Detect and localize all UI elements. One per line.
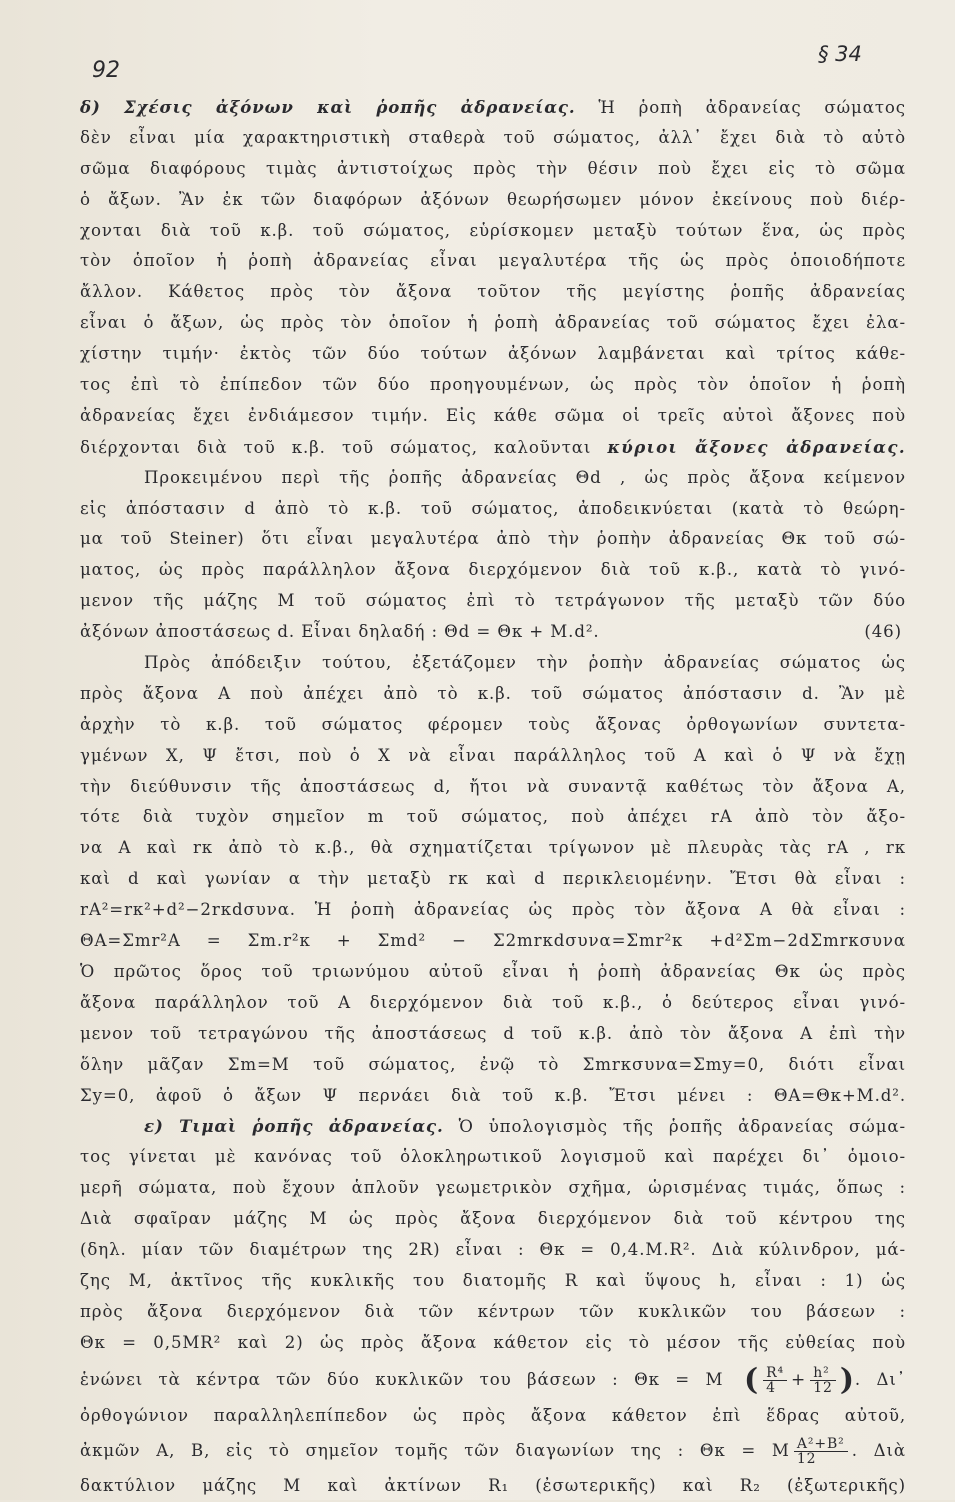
equation-line: ἀξόνων ἀποστάσεως d. Εἶναι δηλαδή : Θd = Θκ + M.d². (46): [80, 617, 906, 648]
text-line: τὸν ὁποῖον ἡ ῥοπὴ ἀδρανείας εἶναι μεγαλυτέρα τῆς ὡς πρὸς ὁποιοδήποτε: [80, 251, 906, 271]
text-line: ἀδρανείας ἔχει ἐνδιάμεσον τιμήν. Εἰς κάθε σῶμα οἱ τρεῖς αὐτοὶ ἄξονες ποὺ: [80, 405, 906, 425]
key-term: κύριοι ἄξονες ἀδρανείας.: [607, 436, 906, 457]
equation-line: rA²=rκ²+d²−2rκdσυνα. Ἡ ῥοπὴ ἀδρανείας ὡς πρὸς τὸν ἄξονα Α θὰ εἶναι :: [80, 900, 906, 920]
text-line: ὀρθογώνιον παραλληλεπίπεδον ὡς πρὸς ἄξονα κάθετον ἐπὶ ἕδρας αὐτοῦ,: [80, 1405, 906, 1425]
equation-number: (46): [864, 622, 902, 642]
text-line: πρὸς ἄξονα Α ποὺ ἀπέχει ἀπὸ τὸ κ.β. τοῦ σώματος ἀπόστασιν d. Ἂν μὲ: [80, 683, 906, 703]
text-line: Σy=0, ἀφοῦ ὁ ἄξων Ψ περνάει διὰ τοῦ κ.β. Ἔτσι μένει : ΘA=Θκ+M.d².: [80, 1085, 906, 1105]
text-line: εἶναι ὁ ἄξων, ὡς πρὸς τὸν ὁποῖον ἡ ῥοπὴ ἀδρανείας τοῦ σώματος ἔχει ἐλα-: [80, 313, 906, 333]
text-line: δὲν εἶναι μία χαρακτηριστικὴ σταθερὰ τοῦ σώματος, ἀλλ᾽ ἔχει διὰ τὸ αὐτὸ: [80, 127, 906, 147]
text-line: δ) Σχέσις ἀξόνων καὶ ῥοπῆς ἀδρανείας. Ἡ ῥοπὴ ἀδρανείας σώματος: [80, 97, 906, 117]
text-line: σῶμα διαφόρους τιμὰς ἀντιστοίχως πρὸς τὴν θέσιν ποὺ ἔχει εἰς τὸ σῶμα: [80, 158, 906, 178]
text-line: ζης Μ, ἀκτῖνος τῆς κυκλικῆς του διατομῆς R καὶ ὕψους h, εἶναι : 1) ὡς: [80, 1270, 906, 1290]
page-body: [80, 92, 906, 1502]
page-number: 92: [92, 58, 120, 83]
subsection-heading: ε) Τιμαὶ ῥοπῆς ἀδρανείας.: [144, 1116, 444, 1137]
equation-line: ἑνώνει τὰ κέντρα τῶν δύο κυκλικῶν του βάσεων : Θκ = M ( $\frac{\text{R⁴}}{4}$ + $\frac{\text{h²}}{12}$ ). Δι᾽: [80, 1362, 906, 1398]
text-line: πρὸς ἄξονα διερχόμενον διὰ τῶν κέντρων τῶν κυκλικῶν του βάσεων :: [80, 1301, 906, 1321]
text-line: ὅλην μᾶζαν Σm=M τοῦ σώματος, ἐνῷ τὸ Σmrκσυνα=Σmy=0, διότι εἶναι: [80, 1054, 906, 1074]
section-number: § 34: [818, 42, 862, 66]
text-line: καὶ d καὶ γωνίαν α τὴν μεταξὺ rκ καὶ d περικλειομένην. Ἔτσι θὰ εἶναι :: [80, 869, 906, 889]
text-line: ἄξονα παράλληλον τοῦ Α διερχόμενον διὰ τοῦ κ.β., ὁ δεύτερος εἶναι γινό-: [80, 992, 906, 1012]
fraction: $\frac{\text{A²+B²}}{12}$: [794, 1437, 848, 1466]
fraction: $\frac{\text{h²}}{12}$: [810, 1366, 836, 1395]
fraction: $\frac{\text{R⁴}}{4}$: [763, 1366, 787, 1395]
text-line: τὴν διεύθυνσιν τῆς ἀποστάσεως d, ἤτοι νὰ συναντᾷ καθέτως τὸν ἄξονα Α,: [80, 776, 906, 796]
text-line: να Α καὶ rκ ἀπὸ τὸ κ.β., θὰ σχηματίζεται τρίγωνον μὲ πλευρὰς τὰς rA , rκ: [80, 838, 906, 858]
equation-line: ΘA=Σmr²A = Σm.r²κ + Σmd² − Σ2mrκdσυνα=Σmr²κ +d²Σm−2dΣmrκσυνα: [80, 931, 906, 951]
text-line: μενον τῆς μάζης Μ τοῦ σώματος ἐπὶ τὸ τετράγωνον τῆς μεταξὺ τῶν δύο: [80, 591, 906, 611]
text-line: Θκ = 0,5MR² καὶ 2) ὡς πρὸς ἄξονα κάθετον εἰς τὸ μέσον τῆς εὐθείας ποὺ: [80, 1332, 906, 1352]
text-line: τος ἐπὶ τὸ ἐπίπεδον τῶν δύο προηγουμένων, ὡς πρὸς τὸν ὁποῖον ἡ ῥοπὴ: [80, 375, 906, 395]
text-line: Διὰ σφαῖραν μάζης Μ ὡς πρὸς ἄξονα διερχόμενον διὰ τοῦ κέντρου της: [80, 1209, 906, 1229]
text-line: τότε διὰ τυχὸν σημεῖον m τοῦ σώματος, ποὺ ἀπέχει rA ἀπὸ τὸν ἄξο-: [80, 807, 906, 827]
text-line: Πρὸς ἀπόδειξιν τούτου, ἐξετάζομεν τὴν ῥοπὴν ἀδρανείας σώματος ὡς: [144, 653, 906, 673]
text-line: μενον τοῦ τετραγώνου τῆς ἀποστάσεως d τοῦ κ.β. ἀπὸ τὸν ἄξονα Α ἐπὶ τὴν: [80, 1023, 906, 1043]
text-line: χίστην τιμήν· ἐκτὸς τῶν δύο τούτων ἀξόνων λαμβάνεται καὶ τρίτος κάθε-: [80, 344, 906, 364]
subsection-heading: δ) Σχέσις ἀξόνων καὶ ῥοπῆς ἀδρανείας.: [80, 97, 576, 117]
text-line: Ὁ πρῶτος ὅρος τοῦ τριωνύμου αὐτοῦ εἶναι ἡ ῥοπὴ ἀδρανείας Θκ ὡς πρὸς: [80, 961, 906, 981]
text-line: εἰς ἀπόστασιν d ἀπὸ τὸ κ.β. τοῦ σώματος, ἀποδεικνύεται (κατὰ τὸ θεώρη-: [80, 498, 906, 518]
text-line: τος γίνεται μὲ κανόνας τοῦ ὁλοκληρωτικοῦ λογισμοῦ καὶ παρέχει δι᾽ ὁμοιο-: [80, 1147, 906, 1167]
text-line: ὁ ἄξων. Ἂν ἐκ τῶν διαφόρων ἀξόνων θεωρήσωμεν μόνον ἐκείνους ποὺ διέρ-: [80, 189, 906, 209]
equation-line: ἀκμῶν Α, Β, εἰς τὸ σημεῖον τομῆς τῶν διαγωνίων της : Θκ = M $\frac{\text{A²+B²}}{12}$ . Διὰ: [80, 1436, 907, 1468]
text-line: δακτύλιον μάζης Μ καὶ ἀκτίνων R₁ (ἐσωτερικῆς) καὶ R₂ (ἐξωτερικῆς): [80, 1476, 906, 1496]
text-line: ε) Τιμαὶ ῥοπῆς ἀδρανείας. Ὁ ὑπολογισμὸς τῆς ῥοπῆς ἀδρανείας σώμα-: [144, 1116, 906, 1137]
text-line: γμένων Χ, Ψ ἔτσι, ποὺ ὁ Χ νὰ εἶναι παράλληλος τοῦ Α καὶ ὁ Ψ νὰ ἔχῃ: [80, 745, 906, 765]
text-line: ἄλλον. Κάθετος πρὸς τὸν ἄξονα τοῦτον τῆς μεγίστης ῥοπῆς ἀδρανείας: [80, 282, 906, 302]
text-line: ματος, ὡς πρὸς παράλληλον ἄξονα διερχόμενον διὰ τοῦ κ.β., κατὰ τὸ γινό-: [80, 560, 906, 580]
text-line: μα τοῦ Steiner) ὅτι εἶναι μεγαλυτέρα ἀπὸ τὴν ῥοπὴν ἀδρανείας Θκ τοῦ σώ-: [80, 529, 906, 549]
text-line: Προκειμένου περὶ τῆς ῥοπῆς ἀδρανείας Θd , ὡς πρὸς ἄξονα κείμενον: [144, 467, 906, 487]
text-line: χονται διὰ τοῦ κ.β. τοῦ σώματος, εὑρίσκομεν μεταξὺ τούτων ἕνα, ὡς πρὸς: [80, 220, 906, 240]
text-line: μερῆ σώματα, ποὺ ἔχουν ἁπλοῦν γεωμετρικὸν σχῆμα, ὡρισμένας τιμάς, ὅπως :: [80, 1178, 906, 1198]
text-line: (δηλ. μίαν τῶν διαμέτρων της 2R) εἶναι : Θκ = 0,4.M.R². Διὰ κύλινδρον, μά-: [80, 1239, 906, 1259]
text-line: ἀρχὴν τὸ κ.β. τοῦ σώματος φέρομεν τοὺς ἄξονας ὀρθογωνίων συντετα-: [80, 714, 906, 734]
text-line: διέρχονται διὰ τοῦ κ.β. τοῦ σώματος, καλοῦνται κύριοι ἄξονες ἀδρανείας.: [80, 436, 906, 457]
